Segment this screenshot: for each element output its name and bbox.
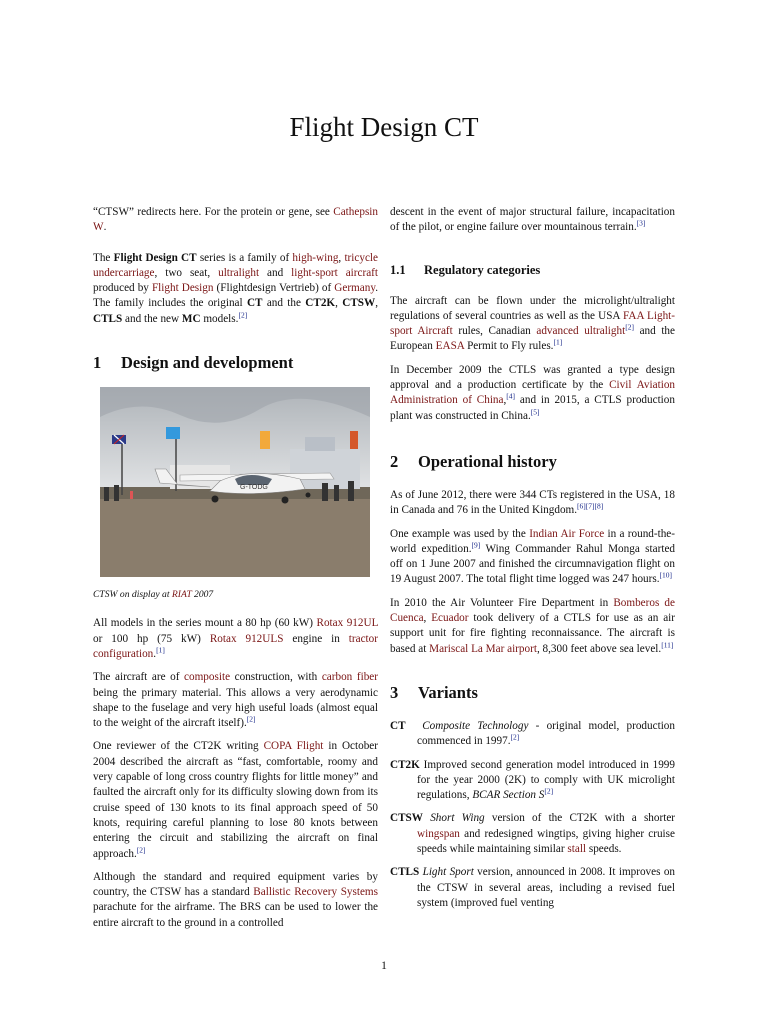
section-heading-variants <box>390 683 675 703</box>
link-rotax-912ul[interactable]: Rotax 912UL <box>316 617 378 630</box>
text: In 2010 the Air Volunteer Fire Department in <box>390 596 614 609</box>
text: . <box>153 647 157 660</box>
variant-term: CTSW <box>390 812 423 825</box>
text: As of June 2012, there were 344 CTs registered in the USA, 18 in Canada and 76 in the United Kingdom. <box>390 488 675 517</box>
link-rotax-912uls[interactable]: Rotax 912ULS <box>209 632 284 645</box>
citation-ref[interactable]: [2] <box>510 732 520 742</box>
link-carbon-fiber[interactable]: carbon fiber <box>321 671 378 684</box>
right-column <box>390 205 675 919</box>
text: speeds. <box>586 843 622 856</box>
link-mariscal-la-mar-airport[interactable]: Mariscal La Mar airport <box>429 642 537 655</box>
section-number: 1.1 <box>390 262 406 277</box>
text: , <box>338 251 345 264</box>
hatnote-text: “CTSW” redirects here. For the protein or gene, see <box>93 206 334 218</box>
text: , two seat, <box>154 266 219 279</box>
link-stall[interactable]: stall <box>567 843 587 856</box>
citation-ref[interactable]: [9] <box>471 540 481 550</box>
text: and the European <box>390 325 675 353</box>
text: (Flightdesign Vertrieb) of <box>213 282 335 295</box>
aircraft-photo <box>100 387 370 577</box>
text: Permit to Fly rules. <box>464 340 554 353</box>
page-title: Flight Design CT <box>289 112 479 142</box>
section-title: Operational history <box>418 451 557 471</box>
citation-ref[interactable]: [6][7][8] <box>577 501 604 511</box>
citation-ref[interactable]: [11] <box>661 639 674 649</box>
china-paragraph <box>390 363 675 424</box>
brs-paragraph <box>93 870 378 931</box>
text: engine in <box>283 632 349 645</box>
section-heading-design <box>93 353 378 373</box>
link-ballistic-recovery-systems[interactable]: Ballistic Recovery Systems <box>253 886 378 899</box>
citation-ref[interactable]: [3] <box>636 218 646 228</box>
citation-ref[interactable]: [10] <box>659 570 673 580</box>
text: The aircraft can be flown under the microlight/ultralight regulations of several countries as well as the USA <box>390 294 675 322</box>
variant-ct2k <box>390 758 675 804</box>
text: version of the CT2K with a shorter <box>484 812 676 825</box>
text: The aircraft are of <box>93 671 185 684</box>
link-wingspan[interactable]: wingspan <box>417 827 460 840</box>
bold-term: CTSW <box>342 297 376 310</box>
link-high-wing[interactable]: high-wing <box>292 251 339 264</box>
text: series is a family of <box>196 251 293 264</box>
section-number: 3 <box>390 682 399 702</box>
photo-caption <box>93 587 378 602</box>
citation-ref[interactable]: [5] <box>530 406 540 416</box>
link-indian-air-force[interactable]: Indian Air Force <box>529 527 605 540</box>
section-title: Design and development <box>121 353 294 373</box>
engine-paragraph <box>93 616 378 662</box>
bold-term: CT <box>246 297 263 310</box>
variant-term: CTLS <box>390 866 420 879</box>
link-copa-flight[interactable]: COPA Flight <box>263 740 324 753</box>
text: being the primary material. This allows a very aerodynamic shape to the fuselage and very high useful loads (almost equal to the weight of the aircraft itself). <box>93 686 378 730</box>
link-easa[interactable]: EASA <box>435 340 465 353</box>
text: descent in the event of major structural failure, incapacitation of the pilot, or engine failure over mountainous terrain. <box>390 206 675 234</box>
bold-term: CTLS <box>93 312 123 325</box>
section-heading-regulatory <box>390 262 675 278</box>
text: or 100 hp (75 kW) <box>93 632 210 645</box>
link-germany[interactable]: Germany <box>334 282 376 295</box>
svg-text:G-TODG: G-TODG <box>240 484 268 492</box>
text: Improved second generation model introduced in 1999 for the year 2000 (2K) to comply with UK microlight regulations, <box>417 758 675 802</box>
citation-ref[interactable]: [1] <box>553 337 563 347</box>
hatnote <box>93 205 378 236</box>
text: version, announced in 2008. It improves on the CTSW in several areas, including a revised fuel system (improved fuel venting <box>417 866 676 909</box>
text: . The family includes the original <box>93 282 378 310</box>
text: in a round-the-world expedition. <box>390 527 676 555</box>
text: All models in the series mount a 80 hp (60 kW) <box>93 617 317 630</box>
text: , 8,300 feet above sea level. <box>536 642 662 655</box>
bold-term: Flight Design CT <box>113 251 197 264</box>
variant-term: CT <box>390 719 406 732</box>
intro-paragraph <box>93 251 378 327</box>
text: construction, with <box>230 671 322 684</box>
iaf-paragraph <box>390 527 675 588</box>
link-riat[interactable]: RIAT <box>171 589 192 601</box>
page-number: 1 <box>381 960 387 972</box>
link-light-sport-aircraft[interactable]: light-sport aircraft <box>291 266 378 279</box>
link-advanced-ultralight[interactable]: advanced ultralight <box>536 325 626 338</box>
review-paragraph <box>93 739 378 861</box>
section-title: Variants <box>418 682 478 702</box>
citation-ref[interactable]: [1] <box>156 645 165 655</box>
text: , <box>335 297 343 310</box>
text: , <box>375 297 379 310</box>
citation-ref[interactable]: [2] <box>136 844 146 854</box>
text: One reviewer of the CT2K writing <box>93 740 264 753</box>
regulatory-paragraph <box>390 294 675 355</box>
text: In December 2009 the CTLS was granted a type design approval and a production certificate by the <box>390 363 675 392</box>
citation-ref[interactable]: [2] <box>238 310 248 320</box>
text: One example was used by the <box>390 527 530 540</box>
variant-italic: BCAR Section S <box>472 789 545 802</box>
citation-ref[interactable]: [2] <box>625 322 634 332</box>
text: took delivery of a CTLS for use as an air support unit for fire fighting reconnaissance. The aircraft is based at <box>390 612 675 655</box>
variant-italic: Composite Technology <box>422 719 529 732</box>
variant-term: CT2K <box>390 758 420 771</box>
text: and <box>259 266 292 279</box>
caption-text: CTSW on display at <box>93 589 172 601</box>
link-cathepsin-w[interactable]: Cathepsin W <box>93 206 378 234</box>
text: models. <box>200 312 239 325</box>
link-bomberos-de-cuenca[interactable]: Bomberos de Cuenca <box>390 596 675 625</box>
bold-term: MC <box>181 312 201 325</box>
link-tractor-configuration[interactable]: tractor configuration <box>93 632 378 660</box>
link-tricycle-undercarriage[interactable]: tricycle undercarriage <box>93 251 378 279</box>
variant-ctsw <box>390 811 675 857</box>
text: and the <box>262 297 306 310</box>
link-flight-design[interactable]: Flight Design <box>151 282 214 295</box>
text: , <box>423 612 432 625</box>
text: produced by <box>93 282 152 295</box>
fire-dept-paragraph <box>390 596 675 657</box>
section-number: 2 <box>390 451 399 471</box>
caption-text: 2007 <box>191 589 214 601</box>
left-column <box>93 205 378 939</box>
text: parachute for the airframe. The BRS can be used to lower the entire aircraft to the ground in a controlled <box>93 901 378 929</box>
citation-ref[interactable]: [2] <box>246 714 256 724</box>
variant-ctls <box>390 865 675 911</box>
registrations-paragraph <box>390 488 675 519</box>
variant-italic: Light Sport <box>422 866 474 879</box>
bold-term: CT2K <box>305 297 336 310</box>
section-title: Regulatory categories <box>424 262 541 277</box>
text: , <box>503 394 507 407</box>
text: and redesigned wingtips, giving higher cruise speeds while maintaining similar <box>417 827 675 856</box>
variant-italic: Short Wing <box>430 812 485 825</box>
text: rules, Canadian <box>452 325 537 338</box>
variant-ct <box>390 719 675 750</box>
citation-ref[interactable]: [4] <box>506 391 516 401</box>
composite-paragraph <box>93 670 378 731</box>
text: and the new <box>122 312 182 325</box>
section-heading-operational <box>390 452 675 472</box>
link-composite[interactable]: composite <box>184 671 231 684</box>
section-number: 1 <box>93 353 102 373</box>
link-faa-light-sport-aircraft[interactable]: FAA Light-sport Aircraft <box>390 309 675 338</box>
text: and in 2015, a CTLS production plant was constructed in China. <box>390 394 675 422</box>
hatnote-text: . <box>103 221 107 234</box>
continued-paragraph <box>390 205 675 236</box>
text: The <box>93 251 114 264</box>
text: in October 2004 described the aircraft as “fast, comfortable, roomy and very capable of long cross country flights for little money” and faulted the aircraft only for its difficulty slowing down from its cruise speed of 130 knots to its final approach speed of 50 knots, requiring careful planning to lose 80 knots between entering the circuit and stabilizing the aircraft on final approach. <box>93 740 378 860</box>
citation-ref[interactable]: [2] <box>544 786 554 796</box>
text: - original model, production commenced in 1997. <box>417 719 675 748</box>
text: Wing Commander Rahul Monga started off on 1 June 2007 and finished the circumnavigation flight on 19 August 2007. The total flight time logged was 247 hours. <box>390 542 676 586</box>
link-caac[interactable]: Civil Aviation Administration of China <box>390 379 676 407</box>
text: Although the standard and required equipment varies by country, the CTSW has a standard <box>93 870 378 899</box>
link-ultralight[interactable]: ultralight <box>218 266 260 279</box>
link-ecuador[interactable]: Ecuador <box>431 612 469 625</box>
